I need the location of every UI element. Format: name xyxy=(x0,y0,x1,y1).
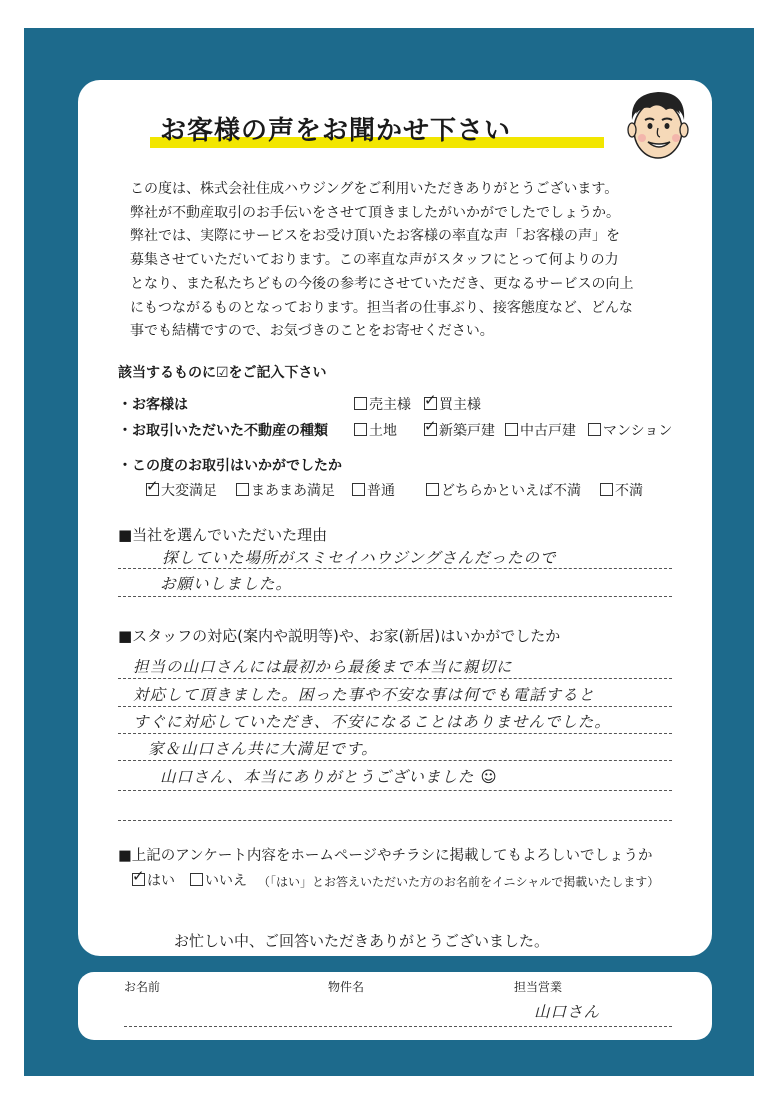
checkbox[interactable] xyxy=(354,397,367,410)
option-label: はい xyxy=(147,873,175,889)
option-label: まあまあ満足 xyxy=(251,483,335,499)
option-label: 普通 xyxy=(367,483,395,499)
satisfaction-label: ・この度のお取引はいかがでしたか xyxy=(118,458,342,474)
checkbox[interactable] xyxy=(505,423,518,436)
option-label: 中古戸建 xyxy=(520,423,576,439)
staff-label: 担当営業 xyxy=(514,980,563,994)
footer-card xyxy=(78,972,712,1040)
option-mansion[interactable] xyxy=(588,420,672,440)
intro-line: 弊社が不動産取引のお手伝いをさせて頂きましたがいかがでしたでしょうか。 xyxy=(130,204,620,221)
checkbox[interactable] xyxy=(426,483,439,496)
reason-heading: ■当社を選んでいただいた理由 xyxy=(118,526,328,544)
option-somewhat-satisfied[interactable] xyxy=(236,480,335,500)
option-very-satisfied[interactable] xyxy=(146,480,217,500)
property-type-label: ・お取引いただいた不動産の種類 xyxy=(118,423,328,439)
option-label: 不満 xyxy=(615,483,643,499)
option-land[interactable] xyxy=(354,420,397,440)
staff-answer-line[interactable]: 対応して頂きました。困った事や不安な事は何でも電話すると xyxy=(133,686,596,704)
option-normal[interactable] xyxy=(352,480,395,500)
option-label: 土地 xyxy=(369,423,397,439)
option-label: マンション xyxy=(603,423,673,439)
option-no[interactable] xyxy=(190,870,247,890)
answer-rule xyxy=(118,568,672,569)
instruction: 該当するものに☑をご記入下さい xyxy=(118,365,327,381)
staff-value[interactable]: 山口さん xyxy=(534,1003,601,1021)
checkbox-checked[interactable] xyxy=(132,873,145,886)
reason-answer-line[interactable]: 探していた場所がスミセイハウジングさんだったので xyxy=(162,549,557,567)
checkbox[interactable] xyxy=(354,423,367,436)
permission-note: （「はい」とお答えいただいた方のお名前をイニシャルで掲載いたします） xyxy=(258,875,660,889)
option-yes[interactable] xyxy=(132,870,175,890)
checkbox-checked[interactable] xyxy=(146,483,159,496)
option-unsatisfied[interactable] xyxy=(600,480,643,500)
option-label: いいえ xyxy=(205,873,247,889)
answer-rule xyxy=(118,733,672,734)
permission-heading: ■上記のアンケート内容をホームページやチラシに掲載してもよろしいでしょうか xyxy=(118,848,653,864)
option-label: 買主様 xyxy=(439,397,481,413)
checkbox-checked[interactable] xyxy=(424,423,437,436)
property-label: 物件名 xyxy=(328,980,365,994)
option-label: 新築戸建 xyxy=(439,423,495,439)
answer-rule xyxy=(118,790,672,791)
answer-rule xyxy=(118,596,672,597)
option-used-house[interactable] xyxy=(505,420,576,440)
option-somewhat-unsatisfied[interactable] xyxy=(426,480,581,500)
staff-answer-line[interactable]: 担当の山口さんには最初から最後まで本当に親切に xyxy=(133,658,513,676)
intro-line: 弊社では、実際にサービスをお受け頂いたお客様の率直な声「お客様の声」を xyxy=(130,228,620,245)
thanks-message: お忙しい中、ご回答いただきありがとうございました。 xyxy=(174,932,550,950)
checkbox[interactable] xyxy=(236,483,249,496)
checkbox-checked[interactable] xyxy=(424,397,437,410)
name-label: お名前 xyxy=(124,980,161,994)
checkbox[interactable] xyxy=(190,873,203,886)
answer-rule xyxy=(118,760,672,761)
option-new-house[interactable] xyxy=(424,420,495,440)
answer-rule xyxy=(118,706,672,707)
answer-rule xyxy=(118,678,672,679)
staff-face-icon xyxy=(618,86,698,166)
option-label: 売主様 xyxy=(369,397,411,413)
intro-line: となり、また私たちどもの今後の参考にさせていただき、更なるサービスの向上 xyxy=(130,275,634,292)
staff-answer-line[interactable]: すぐに対応していただき、不安になることはありませんでした。 xyxy=(133,713,611,731)
staff-answer-line[interactable]: 家＆山口さん共に大満足です。 xyxy=(148,740,378,758)
checkbox[interactable] xyxy=(352,483,365,496)
intro-line: この度は、株式会社住成ハウジングをご利用いただきありがとうございます。 xyxy=(130,181,619,197)
customer-type-label: ・お客様は xyxy=(118,397,188,413)
option-label: 大変満足 xyxy=(161,483,217,499)
checkbox[interactable] xyxy=(600,483,613,496)
intro-paragraph xyxy=(130,178,690,344)
answer-rule xyxy=(118,820,672,821)
reason-answer-line[interactable]: お願いしました。 xyxy=(160,575,293,593)
intro-line: にもつながるものとなっております。担当者の仕事ぶり、接客態度など、どんな xyxy=(130,299,633,316)
staff-answer-line[interactable]: 山口さん、本当にありがとうございました ☺ xyxy=(160,768,498,786)
page-title: お客様の声をお聞かせ下さい xyxy=(160,116,512,146)
option-seller[interactable] xyxy=(354,394,411,414)
footer-rule xyxy=(124,1026,672,1027)
option-label: どちらかといえば不満 xyxy=(441,483,581,499)
checkbox[interactable] xyxy=(588,423,601,436)
intro-line: 募集させていただいております。この率直な声がスタッフにとって何よりの力 xyxy=(130,252,619,269)
intro-line: 事でも結構ですので、お気づきのことをお寄せください。 xyxy=(130,323,494,340)
option-buyer[interactable] xyxy=(424,394,481,414)
staff-heading: ■スタッフの対応(案内や説明等)や、お家(新居)はいかがでしたか xyxy=(118,627,561,645)
